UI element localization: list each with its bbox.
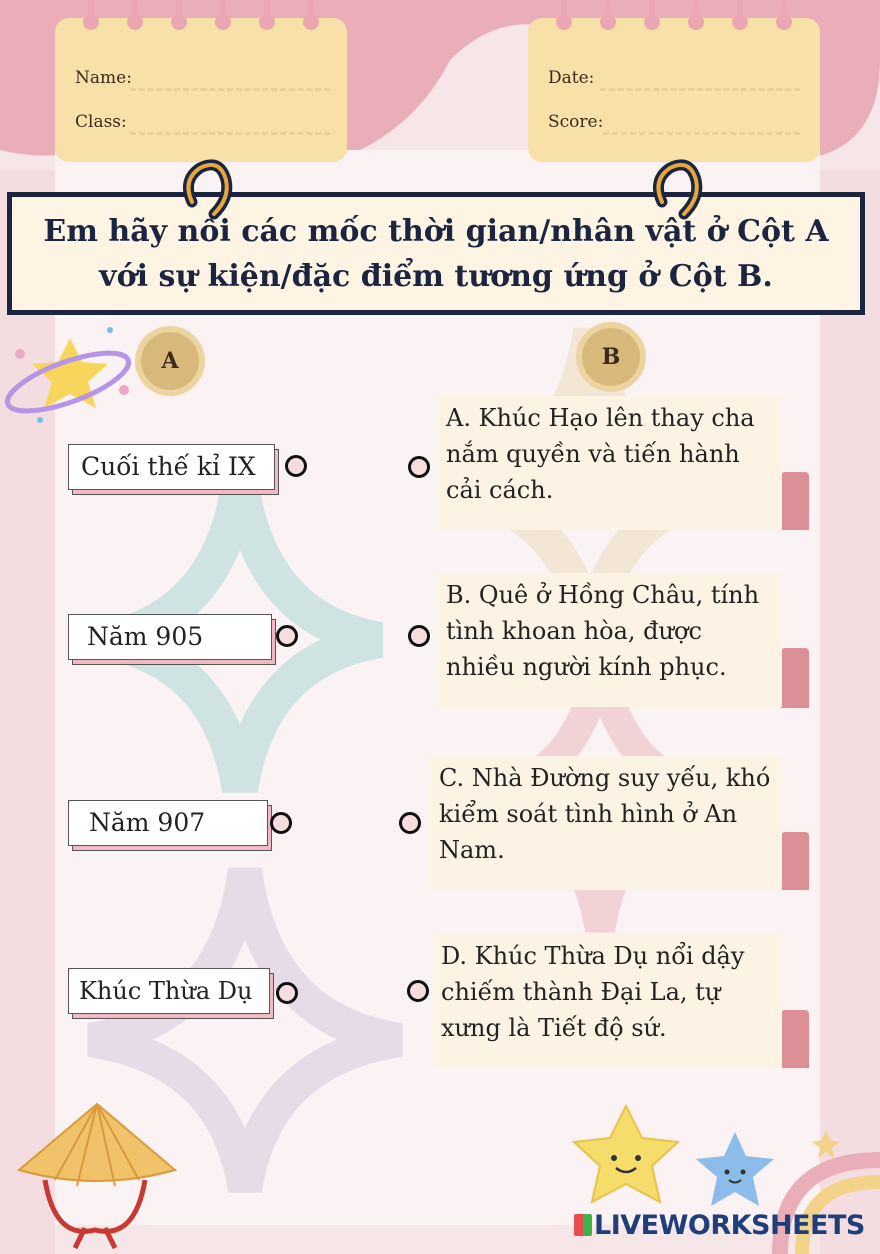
column-b-item bbox=[429, 756, 782, 890]
column-a-item-text: Năm 905 bbox=[68, 614, 272, 660]
column-b-item-text: A. Khúc Hạo lên thay cha nắm quyền và tiến hành cải cách. bbox=[446, 404, 755, 504]
column-a-item bbox=[68, 800, 268, 846]
column-a-item-text: Năm 907 bbox=[68, 800, 268, 846]
column-a-item bbox=[68, 968, 270, 1014]
date-field[interactable] bbox=[600, 88, 800, 91]
liveworksheets-logo: LIVEWORKSHEETS bbox=[574, 1210, 865, 1241]
match-dot-b1[interactable] bbox=[408, 456, 430, 478]
hook-icon bbox=[178, 158, 234, 228]
conical-hat-icon bbox=[15, 1100, 180, 1250]
score-info-card bbox=[528, 18, 820, 162]
instruction-title: Em hãy nối các mốc thời gian/nhân vật ở Cột A với sự kiện/đặc điểm tương ứng ở Cột B. bbox=[43, 213, 829, 294]
date-label: Date: bbox=[548, 68, 595, 88]
column-a-item bbox=[68, 614, 272, 660]
score-label: Score: bbox=[548, 112, 604, 132]
match-dot-a2[interactable] bbox=[276, 625, 298, 647]
score-field[interactable] bbox=[603, 132, 800, 135]
match-dot-b2[interactable] bbox=[408, 625, 430, 647]
column-b-label: B bbox=[582, 328, 640, 386]
smiling-star-icon bbox=[566, 1100, 686, 1210]
match-dot-b4[interactable] bbox=[407, 980, 429, 1002]
column-b-item bbox=[436, 396, 782, 530]
column-b-item bbox=[434, 934, 782, 1068]
item-tab bbox=[781, 832, 809, 890]
column-a-badge bbox=[135, 326, 205, 396]
item-tab bbox=[781, 472, 809, 530]
class-field[interactable] bbox=[130, 132, 330, 135]
item-tab bbox=[781, 1010, 809, 1068]
match-dot-a3[interactable] bbox=[270, 812, 292, 834]
match-dot-b3[interactable] bbox=[399, 812, 421, 834]
item-tab bbox=[781, 648, 809, 708]
column-a-item-text: Cuối thế kỉ IX bbox=[68, 444, 275, 490]
column-b-item-text: C. Nhà Đường suy yếu, khó kiểm soát tình hình ở An Nam. bbox=[439, 764, 771, 864]
student-info-card bbox=[55, 18, 347, 162]
column-b-item bbox=[436, 573, 782, 707]
column-b-badge bbox=[576, 322, 646, 392]
class-label: Class: bbox=[75, 112, 127, 132]
match-dot-a4[interactable] bbox=[276, 982, 298, 1004]
match-dot-a1[interactable] bbox=[285, 455, 307, 477]
hook-icon bbox=[648, 158, 704, 228]
planet-star-icon bbox=[0, 320, 140, 430]
column-b-item-text: D. Khúc Thừa Dụ nổi dậy chiếm thành Đại La, tự xưng là Tiết độ sứ. bbox=[441, 942, 745, 1042]
column-b-item-text: B. Quê ở Hồng Châu, tính tình khoan hòa, được nhiều người kính phục. bbox=[446, 581, 760, 681]
name-label: Name: bbox=[75, 68, 132, 88]
right-strip bbox=[820, 170, 880, 1254]
column-a-item-text: Khúc Thừa Dụ bbox=[68, 968, 270, 1014]
instruction-box bbox=[7, 192, 865, 315]
name-field[interactable] bbox=[130, 88, 330, 91]
column-a-item bbox=[68, 444, 275, 490]
column-a-label: A bbox=[141, 332, 199, 390]
